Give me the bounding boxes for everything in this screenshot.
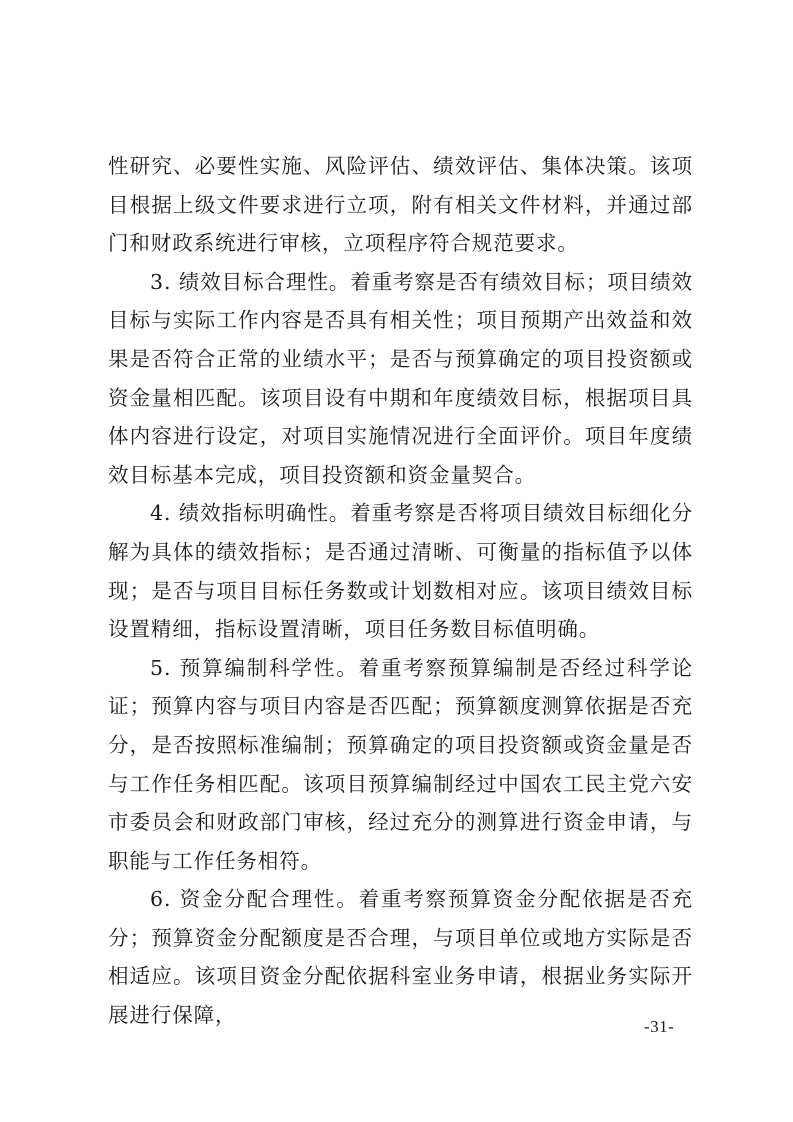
body-text <box>108 147 693 1035</box>
page-number: -31- <box>644 1017 675 1036</box>
paragraph-performance-indicator-clarity: 4. 绩效指标明确性。着重考察是否将项目绩效目标细化分解为具体的绩效指标；是否通过清晰、可衡量的指标值予以体现；是否与项目目标任务数或计划数相对应。该项目绩效目标设置精细，指标设置清晰，项目任务数目标值明确。 <box>108 501 693 642</box>
paragraph-performance-goal-rationality: 3. 绩效目标合理性。着重考察是否有绩效目标；项目绩效目标与实际工作内容是否具有相关性；项目预期产出效益和效果是否符合正常的业绩水平；是否与预算确定的项目投资额或资金量相匹配。该项目设有中期和年度绩效目标，根据项目具体内容进行设定，对项目实施情况进行全面评价。项目年度绩效目标基本完成，项目投资额和资金量契合。 <box>108 269 693 487</box>
paragraph-fund-allocation-rationality: 6. 资金分配合理性。着重考察预算资金分配依据是否充分；预算资金分配额度是否合理，与项目单位或地方实际是否相适应。该项目资金分配依据科室业务申请，根据业务实际开展进行保障， <box>108 887 693 1028</box>
paragraph-continuation: 性研究、必要性实施、风险评估、绩效评估、集体决策。该项目根据上级文件要求进行立项，附有相关文件材料，并通过部门和财政系统进行审核，立项程序符合规范要求。 <box>108 154 693 256</box>
paragraph-budget-scientific: 5. 预算编制科学性。着重考察预算编制是否经过科学论证；预算内容与项目内容是否匹配；预算额度测算依据是否充分，是否按照标准编制；预算确定的项目投资额或资金量是否与工作任务相匹配。该项目预算编制经过中国农工民主党六安市委员会和财政部门审核，经过充分的测算进行资金申请，与职能与工作任务相符。 <box>108 655 693 873</box>
